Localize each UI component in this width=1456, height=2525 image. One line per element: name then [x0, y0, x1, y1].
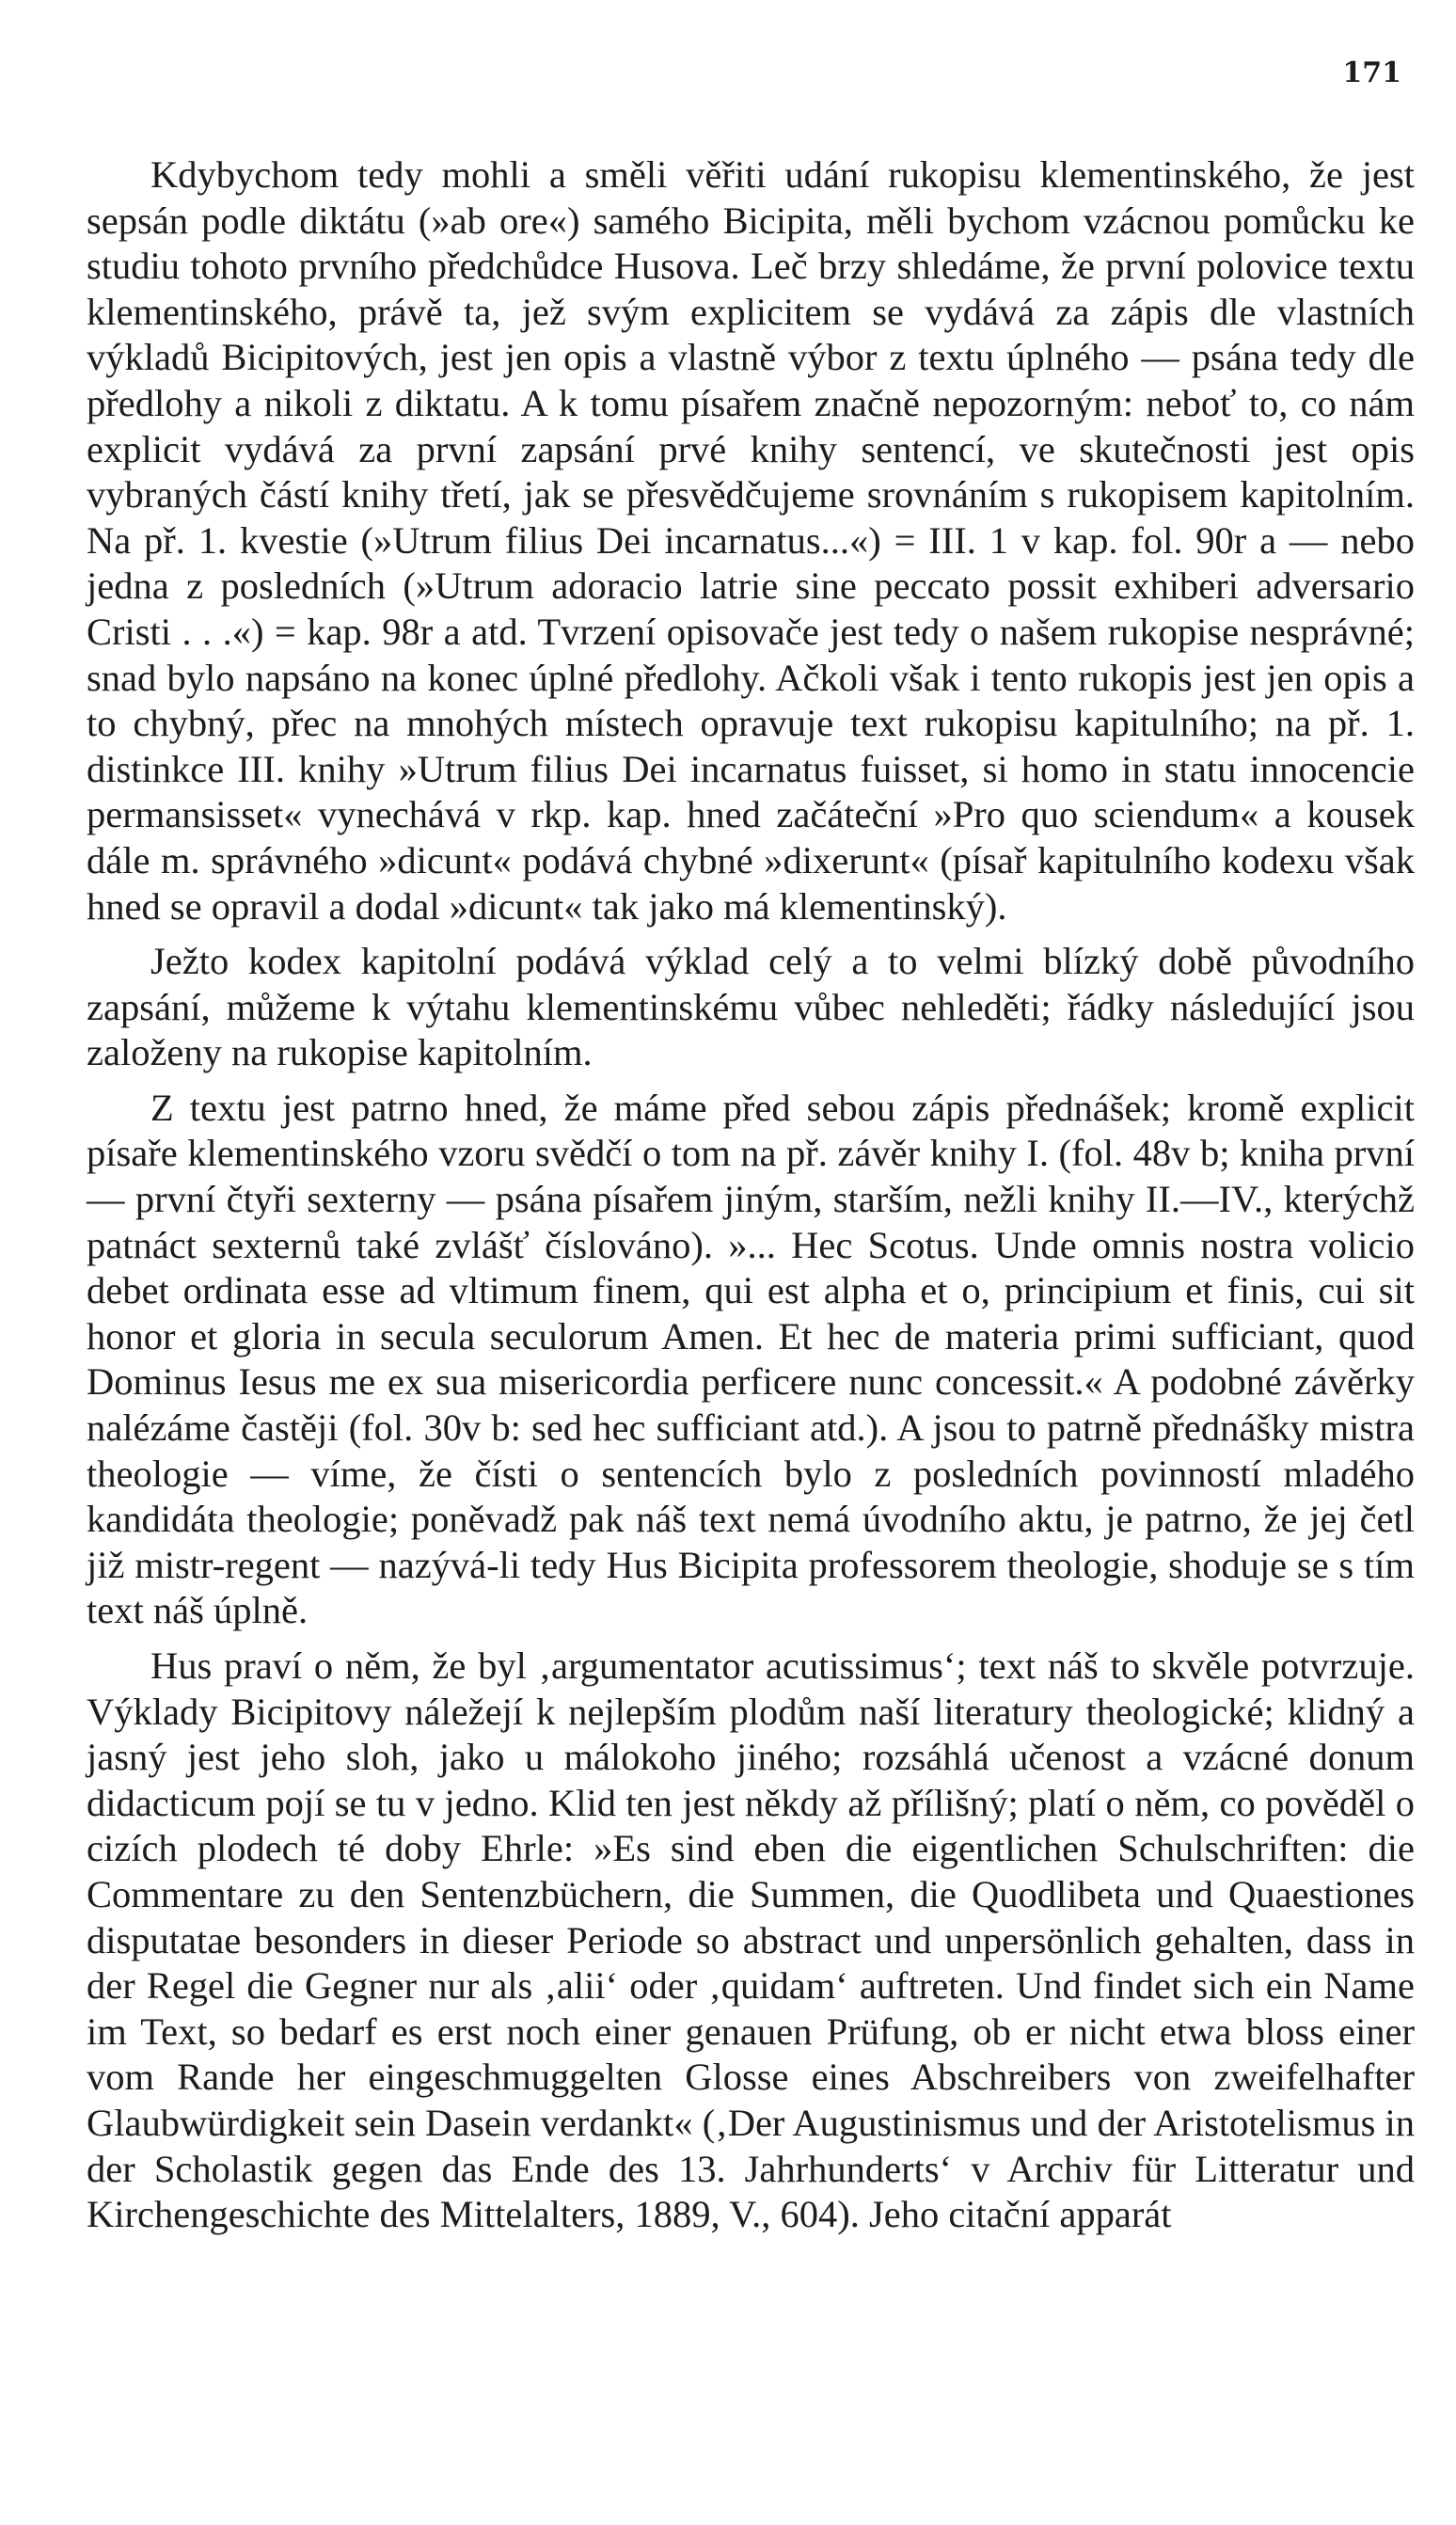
paragraph-4: Hus praví o něm, že byl ‚argumentator acutissimus‘; text náš to skvěle potvrzuje. Výklady Bicipitovy náležejí k nejlepším plodům naší literatury theologické; klidný a jasný jest jeho sloh, jako u málokoho jiného; rozsáhlá učenost a vzácné donum didacticum pojí se tu v jedno. Klid ten jest někdy až přílišný; platí o něm, co pověděl o cizích plodech té doby Ehrle: »Es sind eben die eigentlichen Schulschriften: die Commentare zu den Sentenzbüchern, die Summen, die Quodlibeta und Quaestiones disputatae besonders in dieser Periode so abstract und unpersönlich gehalten, dass in der Regel die Gegner nur als ‚alii‘ oder ‚quidam‘ auftreten. Und findet sich ein Name im Text, so bedarf es erst noch einer genauen Prüfung, ob er nicht etwa bloss einer vom Rande her eingeschmuggelten Glosse eines Abschreibers von zweifelhafter Glaubwürdigkeit sein Dasein verdankt« (‚Der Augustinismus und der Aristotelismus in der Scholastik gegen das Ende des 13. Jahrhunderts‘ v Archiv für Litteratur und Kirchengeschichte des Mittelalters, 1889, V., 604). Jeho citační apparát	[87, 1644, 1415, 2236]
paragraph-3: Z textu jest patrno hned, že máme před sebou zápis přednášek; kromě explicit písaře klementinského vzoru svědčí o tom na př. závěr knihy I. (fol. 48v b; kniha první — první čtyři sexterny — psána písařem jiným, starším, nežli knihy II.—IV., kterýchž patnáct sexternů také zvlášť číslováno). »... Hec Scotus. Unde omnis nostra volicio debet ordinata esse ad vltimum finem, qui est alpha et o, principium et finis, cui sit honor et gloria in secula seculorum Amen. Et hec de materia primi sufficiant, quod Dominus Iesus me ex sua misericordia perficere nunc concessit.« A podobné závěrky nalézáme častěji (fol. 30v b: sed hec sufficiant atd.). A jsou to patrně přednášky mistra theologie — víme, že čísti o sentencích bylo z posledních povinností mladého kandidáta theologie; poněvadž pak náš text nemá úvodního aktu, je patrno, že jej četl již mistr-regent — nazývá-li tedy Hus Bicipita professorem theologie, shoduje se s tím text náš úplně.	[87, 1086, 1415, 1632]
page-number: 171	[1342, 56, 1401, 89]
paragraph-1: Kdybychom tedy mohli a směli věřiti udání rukopisu klementinského, že jest sepsán podle diktátu (»ab ore«) samého Bicipita, měli bychom vzácnou pomůcku ke studiu tohoto prvního předchůdce Husova. Leč brzy shledáme, že první polovice textu klementinského, právě ta, jež svým explicitem se vydává za zápis dle vlastních výkladů Bicipitových, jest jen opis a vlastně výbor z textu úplného — psána tedy dle předlohy a nikoli z diktatu. A k tomu písařem značně nepozorným: neboť to, co nám explicit vydává za první zapsání prvé knihy sentencí, ve skutečnosti jest opis vybraných částí knihy třetí, jak se přesvědčujeme srovnáním s rukopisem kapitolním. Na př. 1. kvestie (»Utrum filius Dei incarnatus...«) = III. 1 v kap. fol. 90r a — nebo jedna z posledních (»Utrum adoracio latrie sine peccato possit exhiberi adversario Cristi . . .«) = kap. 98r a atd. Tvrzení opisovače jest tedy o našem rukopise nesprávné; snad bylo napsáno na konec úplné předlohy. Ačkoli však i tento rukopis jest jen opis a to chybný, přec na mnohých místech opravuje text rukopisu kapitulního; na př. 1. distinkce III. knihy »Utrum filius Dei incarnatus fuisset, si homo in statu innocencie permansisset« vynechává v rkp. kap. hned začáteční »Pro quo sciendum« a kousek dále m. správného »dicunt« podává chybné »dixerunt« (písař kapitulního kodexu však hned se opravil a dodal »dicunt« tak jako má klementinský).	[87, 153, 1415, 928]
paragraph-2: Ježto kodex kapitolní podává výklad celý a to velmi blízký době původního zapsání, můžeme k výtahu klementinskému vůbec nehleděti; řádky následující jsou založeny na rukopise kapitolním.	[87, 940, 1415, 1074]
body-text	[87, 152, 1415, 2238]
